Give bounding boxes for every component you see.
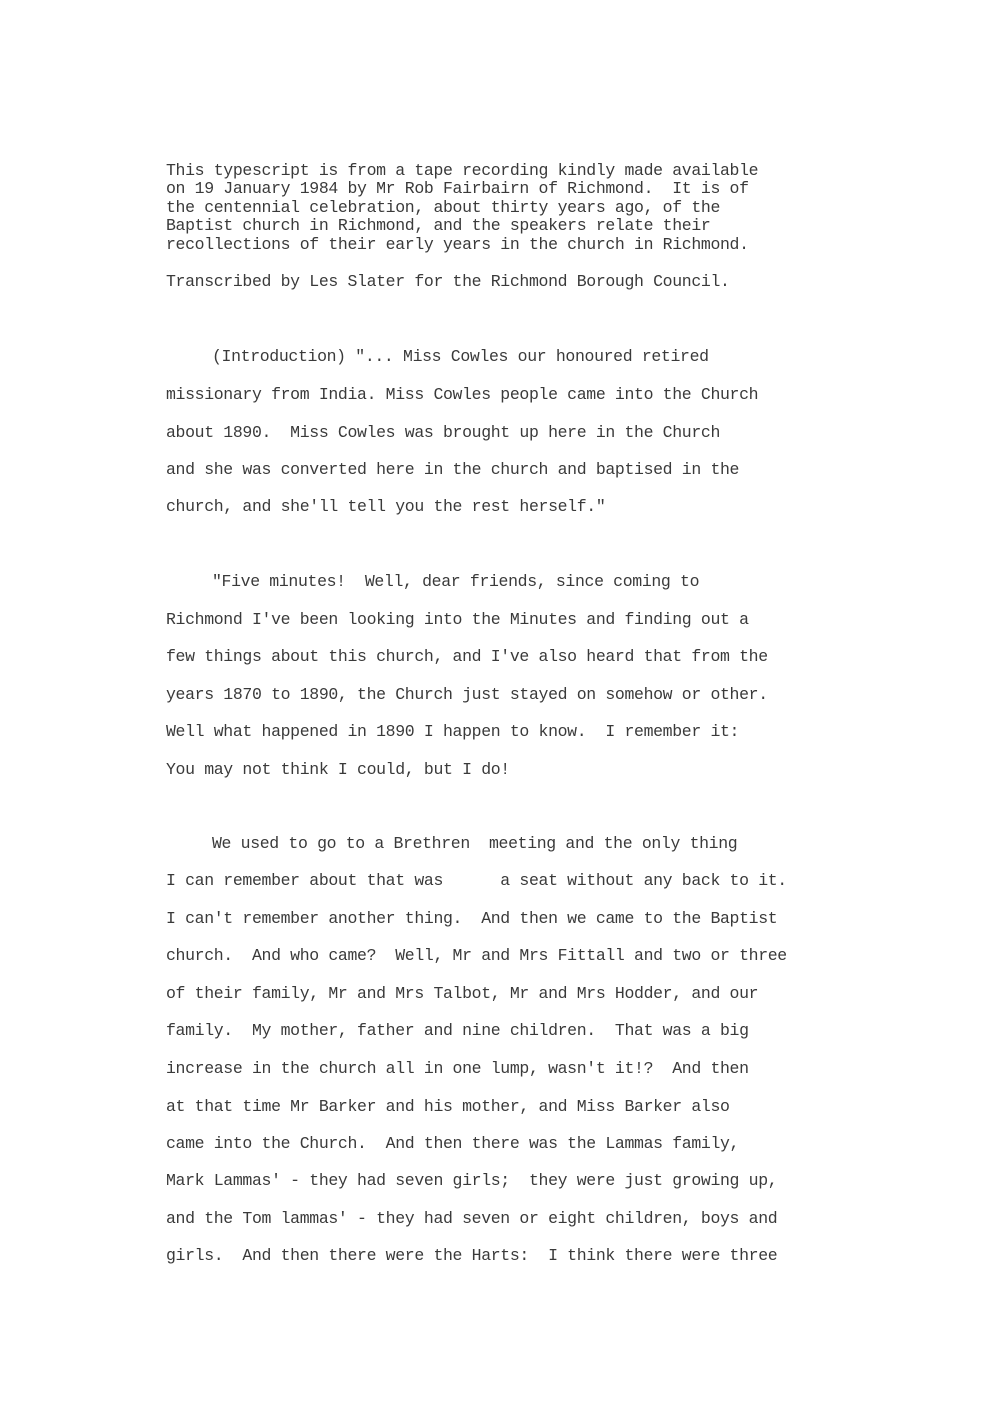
paragraph-1-line: (Introduction) "... Miss Cowles our honoured retired: [212, 347, 709, 366]
paragraph-1-line: about 1890. Miss Cowles was brought up here in the Church: [166, 423, 720, 442]
paragraph-3-line: and the Tom lammas' - they had seven or eight children, boys and: [166, 1209, 778, 1228]
paragraph-3-line: of their family, Mr and Mrs Talbot, Mr and Mrs Hodder, and our: [166, 984, 759, 1003]
paragraph-3-line: increase in the church all in one lump, wasn't it!? And then: [166, 1059, 749, 1078]
intro-line: recollections of their early years in the church in Richmond.: [166, 235, 749, 254]
paragraph-3-line: Mark Lammas' - they had seven girls; they were just growing up,: [166, 1171, 778, 1190]
paragraph-3-line: We used to go to a Brethren meeting and the only thing: [212, 834, 738, 853]
paragraph-2-line: Well what happened in 1890 I happen to know. I remember it:: [166, 722, 740, 741]
paragraph-1-line: missionary from India. Miss Cowles people came into the Church: [166, 385, 759, 404]
paragraph-2-line: You may not think I could, but I do!: [166, 760, 510, 779]
intro-line: This typescript is from a tape recording kindly made available: [166, 161, 759, 180]
paragraph-2-line: few things about this church, and I've also heard that from the: [166, 647, 768, 666]
transcriber-credit: Transcribed by Les Slater for the Richmond Borough Council.: [166, 272, 730, 291]
paragraph-3-line: family. My mother, father and nine children. That was a big: [166, 1021, 749, 1040]
paragraph-1-line: and she was converted here in the church and baptised in the: [166, 460, 740, 479]
intro-line: the centennial celebration, about thirty years ago, of the: [166, 198, 720, 217]
paragraph-3-line: I can remember about that was a seat without any back to it.: [166, 871, 787, 890]
paragraph-3-line: girls. And then there were the Harts: I think there were three: [166, 1246, 778, 1265]
paragraph-2-line: years 1870 to 1890, the Church just stayed on somehow or other.: [166, 685, 768, 704]
paragraph-3-line: church. And who came? Well, Mr and Mrs Fittall and two or three: [166, 946, 787, 965]
intro-line: Baptist church in Richmond, and the speakers relate their: [166, 216, 711, 235]
paragraph-3-line: I can't remember another thing. And then we came to the Baptist: [166, 909, 778, 928]
paragraph-3-line: came into the Church. And then there was the Lammas family,: [166, 1134, 740, 1153]
paragraph-2-line: Richmond I've been looking into the Minutes and finding out a: [166, 610, 749, 629]
intro-line: on 19 January 1984 by Mr Rob Fairbairn of Richmond. It is of: [166, 179, 749, 198]
paragraph-2-line: "Five minutes! Well, dear friends, since coming to: [212, 572, 700, 591]
paragraph-3-line: at that time Mr Barker and his mother, and Miss Barker also: [166, 1097, 730, 1116]
paragraph-1-line: church, and she'll tell you the rest herself.": [166, 497, 606, 516]
